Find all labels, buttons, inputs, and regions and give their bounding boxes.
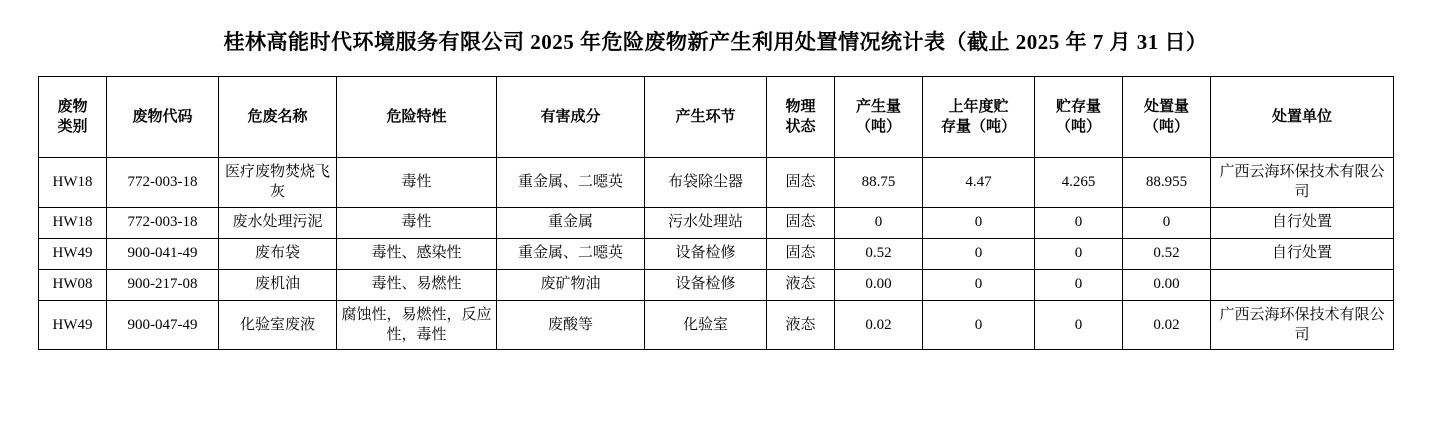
table-row — [39, 300, 1394, 350]
cell-waste-name: 化验室废液 — [219, 300, 337, 350]
column-header-disposal-unit: 处置单位 — [1211, 77, 1394, 158]
column-header-hazard-property: 危险特性 — [337, 77, 497, 158]
cell-physical-state: 液态 — [767, 300, 835, 350]
cell-disposed-amount: 88.955 — [1123, 158, 1211, 208]
cell-waste-code: 900-041-49 — [107, 238, 219, 269]
cell-physical-state: 固态 — [767, 207, 835, 238]
cell-waste-name: 医疗废物焚烧飞灰 — [219, 158, 337, 208]
cell-disposed-amount: 0.02 — [1123, 300, 1211, 350]
cell-last-year-stored: 0 — [923, 300, 1035, 350]
column-header-waste-category: 废物 类别 — [39, 77, 107, 158]
cell-generation-link: 化验室 — [645, 300, 767, 350]
cell-harmful-component: 废矿物油 — [497, 269, 645, 300]
cell-hazard-property: 毒性 — [337, 207, 497, 238]
cell-harmful-component: 重金属、二噁英 — [497, 158, 645, 208]
cell-produced-amount: 0.02 — [835, 300, 923, 350]
cell-last-year-stored: 4.47 — [923, 158, 1035, 208]
cell-produced-amount: 0.52 — [835, 238, 923, 269]
column-header-disposed-amount: 处置量 （吨） — [1123, 77, 1211, 158]
column-header-last-year-stored: 上年度贮 存量（吨） — [923, 77, 1035, 158]
cell-waste-name: 废水处理污泥 — [219, 207, 337, 238]
cell-physical-state: 液态 — [767, 269, 835, 300]
hazardous-waste-table — [38, 76, 1394, 350]
cell-last-year-stored: 0 — [923, 238, 1035, 269]
cell-waste-code: 772-003-18 — [107, 207, 219, 238]
cell-disposal-unit: 自行处置 — [1211, 238, 1394, 269]
cell-waste-category: HW49 — [39, 300, 107, 350]
column-header-stored-amount: 贮存量 （吨） — [1035, 77, 1123, 158]
cell-produced-amount: 0 — [835, 207, 923, 238]
cell-disposed-amount: 0.52 — [1123, 238, 1211, 269]
cell-generation-link: 设备检修 — [645, 238, 767, 269]
cell-disposed-amount: 0.00 — [1123, 269, 1211, 300]
cell-waste-category: HW08 — [39, 269, 107, 300]
cell-last-year-stored: 0 — [923, 207, 1035, 238]
cell-stored-amount: 0 — [1035, 238, 1123, 269]
cell-produced-amount: 0.00 — [835, 269, 923, 300]
cell-harmful-component: 重金属、二噁英 — [497, 238, 645, 269]
cell-produced-amount: 88.75 — [835, 158, 923, 208]
cell-generation-link: 布袋除尘器 — [645, 158, 767, 208]
cell-stored-amount: 4.265 — [1035, 158, 1123, 208]
cell-last-year-stored: 0 — [923, 269, 1035, 300]
cell-waste-code: 900-047-49 — [107, 300, 219, 350]
table-body — [39, 158, 1394, 350]
column-header-physical-state: 物理 状态 — [767, 77, 835, 158]
cell-disposal-unit: 广西云海环保技术有限公司 — [1211, 158, 1394, 208]
table-row — [39, 269, 1394, 300]
cell-physical-state: 固态 — [767, 238, 835, 269]
cell-waste-name: 废机油 — [219, 269, 337, 300]
table-container — [38, 76, 1393, 350]
page-title: 桂林高能时代环境服务有限公司 2025 年危险废物新产生利用处置情况统计表（截止 2025 年 7 月 31 日） — [223, 30, 1208, 54]
column-header-waste-code: 废物代码 — [107, 77, 219, 158]
cell-stored-amount: 0 — [1035, 207, 1123, 238]
table-row — [39, 207, 1394, 238]
column-header-produced-amount: 产生量 （吨） — [835, 77, 923, 158]
cell-harmful-component: 重金属 — [497, 207, 645, 238]
cell-hazard-property: 毒性、感染性 — [337, 238, 497, 269]
cell-hazard-property: 毒性 — [337, 158, 497, 208]
cell-physical-state: 固态 — [767, 158, 835, 208]
table-row — [39, 238, 1394, 269]
column-header-waste-name: 危废名称 — [219, 77, 337, 158]
cell-waste-category: HW49 — [39, 238, 107, 269]
cell-disposal-unit — [1211, 269, 1394, 300]
cell-waste-code: 772-003-18 — [107, 158, 219, 208]
cell-stored-amount: 0 — [1035, 269, 1123, 300]
cell-generation-link: 设备检修 — [645, 269, 767, 300]
table-row — [39, 158, 1394, 208]
table-header-row — [39, 77, 1394, 158]
column-header-generation-link: 产生环节 — [645, 77, 767, 158]
cell-harmful-component: 废酸等 — [497, 300, 645, 350]
cell-hazard-property: 腐蚀性，易燃性，反应性，毒性 — [337, 300, 497, 350]
cell-generation-link: 污水处理站 — [645, 207, 767, 238]
cell-disposal-unit: 广西云海环保技术有限公司 — [1211, 300, 1394, 350]
cell-stored-amount: 0 — [1035, 300, 1123, 350]
table-header — [39, 77, 1394, 158]
cell-waste-category: HW18 — [39, 158, 107, 208]
cell-waste-code: 900-217-08 — [107, 269, 219, 300]
column-header-harmful-component: 有害成分 — [497, 77, 645, 158]
cell-disposal-unit: 自行处置 — [1211, 207, 1394, 238]
cell-disposed-amount: 0 — [1123, 207, 1211, 238]
cell-waste-name: 废布袋 — [219, 238, 337, 269]
cell-waste-category: HW18 — [39, 207, 107, 238]
cell-hazard-property: 毒性、易燃性 — [337, 269, 497, 300]
